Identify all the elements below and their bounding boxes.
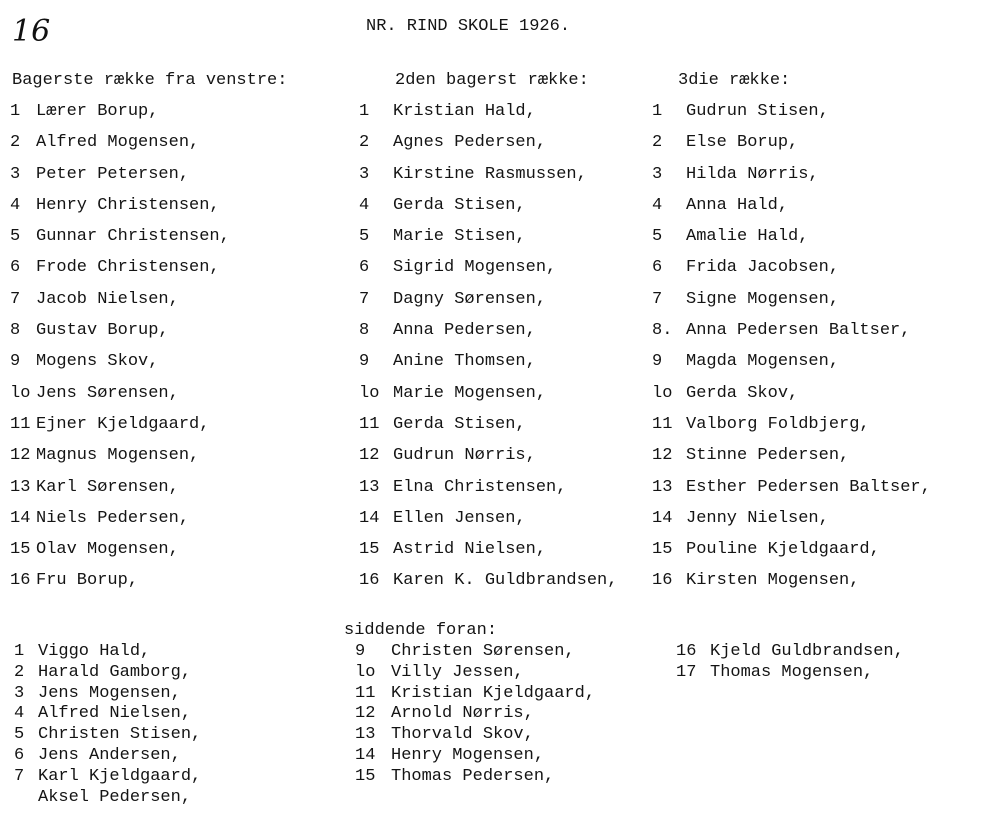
list-item-number: 8 [10, 321, 21, 341]
list-item-name: Henry Christensen, [36, 195, 220, 215]
list-item [10, 96, 287, 127]
list-item-number: 9 [652, 352, 663, 372]
sitting-column [676, 642, 904, 684]
list-item-number: 11 [359, 414, 380, 434]
sitting-column [14, 642, 201, 808]
list-item [10, 221, 287, 252]
list-item [10, 409, 287, 440]
list-item [648, 221, 931, 252]
list-item [676, 663, 904, 684]
list-item [10, 284, 287, 315]
list-item-name: Niels Pedersen, [36, 508, 190, 528]
list-item [355, 346, 617, 377]
list-item-number: lo [10, 383, 31, 403]
list-item-name: Marie Mogensen, [393, 383, 547, 403]
list-item-number: 8. [652, 321, 673, 341]
list-item [355, 663, 595, 684]
list-item-number: 2 [359, 133, 370, 153]
list-item-number: 7 [14, 766, 25, 786]
list-item [10, 252, 287, 283]
list-item-number: 2 [10, 133, 21, 153]
list-item [10, 378, 287, 409]
list-item-name: Jens Andersen, [38, 745, 181, 765]
list-item-name: Stinne Pedersen, [686, 446, 850, 466]
list-item-number: 13 [652, 477, 673, 497]
list-item-number: 5 [652, 227, 663, 247]
list-item-number: 2 [14, 662, 25, 682]
list-item-name: Else Borup, [686, 133, 799, 153]
list-item-number: 12 [359, 446, 380, 466]
list-item [355, 190, 617, 221]
list-item-name: Christen Sørensen, [391, 642, 575, 661]
column-header: 3die række: [678, 71, 791, 90]
list-item-name: Thomas Pedersen, [391, 766, 555, 786]
list-item-name: Karl Kjeldgaard, [38, 766, 202, 786]
list-item-name: Signe Mogensen, [686, 289, 840, 309]
list-item-number: 15 [355, 766, 376, 786]
list-item [10, 440, 287, 471]
list-item-name: Gerda Stisen, [393, 195, 526, 215]
list-item-name: Esther Pedersen Baltser, [686, 477, 931, 497]
list-item [355, 221, 617, 252]
list-item-name: Magda Mogensen, [686, 352, 840, 372]
list-item-number: 3 [359, 164, 370, 184]
list-item [648, 96, 931, 127]
list-item-name: Dagny Sørensen, [393, 289, 547, 309]
list-item [355, 767, 595, 788]
list-item [355, 315, 617, 346]
list-item [10, 159, 287, 190]
list-item-name: Anna Pedersen, [393, 321, 536, 341]
list-item-number: 1 [652, 102, 663, 121]
list-item [355, 472, 617, 503]
list-item [648, 190, 931, 221]
list-item-number: 14 [652, 508, 673, 528]
list-item-name: Karl Sørensen, [36, 477, 179, 497]
list-item [355, 565, 617, 596]
list-item-name: Gudrun Stisen, [686, 102, 829, 121]
second-row-column [355, 66, 617, 597]
list-item [355, 252, 617, 283]
list-item-number: 8 [359, 321, 370, 341]
list-item-number: 11 [10, 414, 31, 434]
list-item-name: Magnus Mogensen, [36, 446, 200, 466]
list-item-name: Frode Christensen, [36, 258, 220, 278]
list-item [355, 642, 595, 663]
list-item [10, 565, 287, 596]
list-item-name: Olav Mogensen, [36, 540, 179, 560]
list-item [14, 767, 201, 788]
list-item [355, 725, 595, 746]
name-list [10, 96, 287, 597]
list-item [14, 704, 201, 725]
list-item-number: 17 [676, 662, 697, 682]
sitting-column [355, 642, 595, 788]
list-item-number: 14 [355, 745, 376, 765]
list-item-number: lo [355, 662, 376, 682]
list-item-number: 15 [652, 540, 673, 560]
list-item-number: 5 [10, 227, 21, 247]
list-item [355, 704, 595, 725]
list-item-name: Jens Mogensen, [38, 683, 181, 703]
list-item-name: Alfred Nielsen, [38, 704, 192, 724]
list-item-name: Thomas Mogensen, [710, 662, 874, 682]
list-item-name: Gunnar Christensen, [36, 227, 230, 247]
list-item [648, 127, 931, 158]
list-item-name: Jacob Nielsen, [36, 289, 179, 309]
list-item [14, 642, 201, 663]
list-item-number: 4 [10, 195, 21, 215]
list-item-name: Gerda Skov, [686, 383, 799, 403]
list-item-name: Arnold Nørris, [391, 704, 534, 724]
list-item-name: Villy Jessen, [391, 662, 524, 682]
list-item [14, 788, 201, 809]
list-item [648, 284, 931, 315]
list-item-number: 9 [355, 642, 366, 661]
list-item-name: Kirsten Mogensen, [686, 571, 860, 591]
list-item [10, 534, 287, 565]
list-item-name: Fru Borup, [36, 571, 139, 591]
list-item-name: Kristian Hald, [393, 102, 536, 121]
list-item [648, 346, 931, 377]
list-item-number: 16 [652, 571, 673, 591]
list-item-number: 12 [355, 704, 376, 724]
list-item-number: 2 [652, 133, 663, 153]
list-item [355, 127, 617, 158]
list-item-number: 4 [359, 195, 370, 215]
list-item-name: Frida Jacobsen, [686, 258, 840, 278]
list-item [355, 409, 617, 440]
list-item-number: 7 [10, 289, 21, 309]
list-item [10, 127, 287, 158]
column-header: 2den bagerst række: [395, 71, 589, 90]
list-item [355, 684, 595, 705]
list-item-name: Christen Stisen, [38, 725, 202, 745]
list-item-name: Jens Sørensen, [36, 383, 179, 403]
list-item-number: 3 [10, 164, 21, 184]
list-item [648, 252, 931, 283]
list-item [648, 534, 931, 565]
list-item-name: Valborg Foldbjerg, [686, 414, 870, 434]
list-item-name: Gustav Borup, [36, 321, 169, 341]
list-item-number: 3 [652, 164, 663, 184]
list-item-name: Gerda Stisen, [393, 414, 526, 434]
list-item-number: 6 [359, 258, 370, 278]
page-title: NR. RIND SKOLE 1926. [366, 17, 571, 36]
list-item-number: 3 [14, 683, 25, 703]
list-item-name: Viggo Hald, [38, 642, 151, 661]
list-item [355, 440, 617, 471]
list-item-name: Anna Hald, [686, 195, 789, 215]
list-item [648, 565, 931, 596]
list-item-number: 9 [10, 352, 21, 372]
list-item-name: Agnes Pedersen, [393, 133, 547, 153]
list-item [14, 725, 201, 746]
list-item [355, 159, 617, 190]
list-item-name: Henry Mogensen, [391, 745, 545, 765]
list-item-name: Anine Thomsen, [393, 352, 536, 372]
list-item-name: Karen K. Guldbrandsen, [393, 571, 618, 591]
sitting-header: siddende foran: [344, 621, 498, 640]
list-item-name: Kirstine Rasmussen, [393, 164, 587, 184]
list-item-number: 13 [355, 725, 376, 745]
list-item-name: Anna Pedersen Baltser, [686, 321, 911, 341]
list-item [14, 684, 201, 705]
list-item-number: 13 [10, 477, 31, 497]
list-item [10, 472, 287, 503]
list-item-number: 4 [14, 704, 25, 724]
list-item-number: 11 [355, 683, 376, 703]
column-header: Bagerste række fra venstre: [12, 71, 288, 90]
list-item-name: Lærer Borup, [36, 102, 159, 121]
list-item [10, 190, 287, 221]
list-item-name: Hilda Nørris, [686, 164, 819, 184]
list-item-name: Ellen Jensen, [393, 508, 526, 528]
list-item-number: 1 [14, 642, 25, 661]
list-item-name: Aksel Pedersen, [38, 787, 192, 807]
list-item-name: Kjeld Guldbrandsen, [710, 642, 904, 661]
list-item-name: Gudrun Nørris, [393, 446, 536, 466]
page-number: 16 [12, 14, 51, 49]
list-item [676, 642, 904, 663]
list-item [355, 534, 617, 565]
list-item-name: Marie Stisen, [393, 227, 526, 247]
list-item-number: 14 [359, 508, 380, 528]
list-item [355, 503, 617, 534]
list-item-name: Kristian Kjeldgaard, [391, 683, 596, 703]
list-item-number: 5 [359, 227, 370, 247]
list-item [355, 378, 617, 409]
list-item-name: Peter Petersen, [36, 164, 190, 184]
list-item-name: Pouline Kjeldgaard, [686, 540, 880, 560]
list-item [355, 284, 617, 315]
list-item [10, 315, 287, 346]
list-item [648, 409, 931, 440]
list-item-number: 5 [14, 725, 25, 745]
list-item-name: Sigrid Mogensen, [393, 258, 557, 278]
list-item-number: 7 [359, 289, 370, 309]
list-item-number: lo [652, 383, 673, 403]
list-item-number: 16 [359, 571, 380, 591]
list-item-number: 15 [10, 540, 31, 560]
list-item-number [14, 788, 38, 809]
list-item-name: Elna Christensen, [393, 477, 567, 497]
list-item [355, 96, 617, 127]
list-item-number: 6 [10, 258, 21, 278]
list-item [355, 746, 595, 767]
list-item-number: 15 [359, 540, 380, 560]
back-row-column [10, 66, 287, 597]
list-item [648, 503, 931, 534]
list-item-number: 4 [652, 195, 663, 215]
list-item-number: 12 [652, 446, 673, 466]
list-item [648, 440, 931, 471]
list-item-name: Mogens Skov, [36, 352, 159, 372]
list-item-name: Harald Gamborg, [38, 662, 192, 682]
list-item-name: Amalie Hald, [686, 227, 809, 247]
list-item [14, 746, 201, 767]
list-item-number: 7 [652, 289, 663, 309]
list-item [10, 503, 287, 534]
list-item-name: Jenny Nielsen, [686, 508, 829, 528]
list-item-number: 11 [652, 414, 673, 434]
list-item-name: Astrid Nielsen, [393, 540, 547, 560]
third-row-column [648, 66, 931, 597]
name-list [355, 96, 617, 597]
list-item-number: 9 [359, 352, 370, 372]
list-item-name: Thorvald Skov, [391, 725, 534, 745]
list-item [648, 315, 931, 346]
list-item [10, 346, 287, 377]
list-item [648, 159, 931, 190]
list-item-name: Ejner Kjeldgaard, [36, 414, 210, 434]
list-item [648, 378, 931, 409]
name-list [648, 96, 931, 597]
list-item-number: 16 [676, 642, 697, 661]
list-item-number: lo [359, 383, 380, 403]
list-item-number: 6 [14, 745, 25, 765]
list-item-number: 1 [359, 102, 370, 121]
list-item-number: 14 [10, 508, 31, 528]
list-item [14, 663, 201, 684]
list-item-number: 6 [652, 258, 663, 278]
list-item-name: Alfred Mogensen, [36, 133, 200, 153]
list-item-number: 13 [359, 477, 380, 497]
list-item-number: 12 [10, 446, 31, 466]
list-item [648, 472, 931, 503]
list-item-number: 16 [10, 571, 31, 591]
list-item-number: 1 [10, 102, 21, 121]
